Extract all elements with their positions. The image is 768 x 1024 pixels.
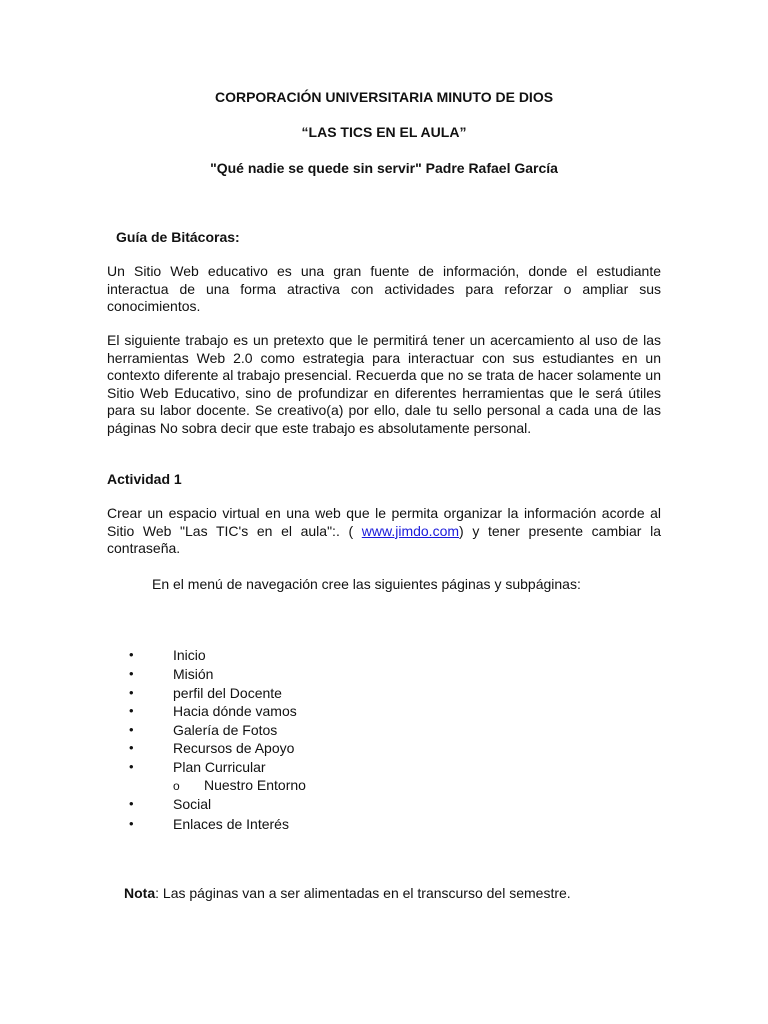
guide-title: Guía de Bitácoras: xyxy=(116,229,240,245)
guide-paragraph-1: Un Sitio Web educativo es una gran fuente de información, donde el estudiante interactua de una forma atractiva con actividades para reforzar o ampliar sus conocimientos. xyxy=(107,263,661,315)
institution-title: CORPORACIÓN UNIVERSITARIA MINUTO DE DIOS xyxy=(214,89,554,105)
bullet-icon: • xyxy=(129,703,134,718)
list-item-galeria-fotos: Galería de Fotos xyxy=(173,722,278,738)
bullet-icon: • xyxy=(129,722,134,737)
bullet-icon: • xyxy=(129,685,134,700)
sublist-item-nuestro-entorno: Nuestro Entorno xyxy=(204,777,306,793)
list-item-enlaces-interes: Enlaces de Interés xyxy=(173,816,289,832)
activity-paragraph xyxy=(107,505,661,558)
menu-instruction: En el menú de navegación cree las siguientes páginas y subpáginas: xyxy=(152,576,581,592)
note-label: Nota xyxy=(124,885,156,901)
bullet-icon: • xyxy=(129,740,134,755)
guide-paragraph-2: El siguiente trabajo es un pretexto que le permitirá tener un acercamiento al uso de las herramientas Web 2.0 como estrategia para interactuar con sus estudiantes en un contexto diferente al trabajo presencial. Recuerda que no se trata de hacer solamente un Sitio Web Educativo, sino de profundizar en diferentes herramientas que le será útiles para su labor docente. Se creativo(a) por ello, dale tu sello personal a cada una de las páginas No sobra decir que este trabajo es absolutamente personal. xyxy=(107,332,661,436)
list-item-social: Social xyxy=(173,796,212,812)
list-item-hacia-donde-vamos: Hacia dónde vamos xyxy=(173,703,297,719)
activity-title: Actividad 1 xyxy=(107,471,182,487)
note xyxy=(124,885,571,901)
activity-paragraph-text: Crear un espacio virtual en una web que le permita organizar la información acorde al Sitio Web "Las TIC's en el aula":. ( xyxy=(107,505,661,539)
list-item-mision: Misión xyxy=(173,666,214,682)
bullet-icon: • xyxy=(129,647,134,662)
bullet-icon: • xyxy=(129,759,134,774)
list-item-inicio: Inicio xyxy=(173,647,206,663)
bullet-icon: • xyxy=(129,816,134,831)
list-item-recursos-apoyo: Recursos de Apoyo xyxy=(173,740,295,756)
motto: "Qué nadie se quede sin servir" Padre Rafael García xyxy=(210,160,558,176)
sub-bullet-icon: o xyxy=(173,779,180,793)
list-item-plan-curricular: Plan Curricular xyxy=(173,759,266,775)
bullet-icon: • xyxy=(129,666,134,681)
course-title: “LAS TICS EN EL AULA” xyxy=(301,124,467,140)
bullet-icon: • xyxy=(129,796,134,811)
note-text: : Las páginas van a ser alimentadas en el transcurso del semestre. xyxy=(155,885,571,901)
activity-paragraph-text-end: ) y tener presente cambiar la contraseña. xyxy=(107,522,661,557)
list-item-perfil-docente: perfil del Docente xyxy=(173,685,282,701)
jimdo-link[interactable]: www.jimdo.com xyxy=(361,522,460,539)
